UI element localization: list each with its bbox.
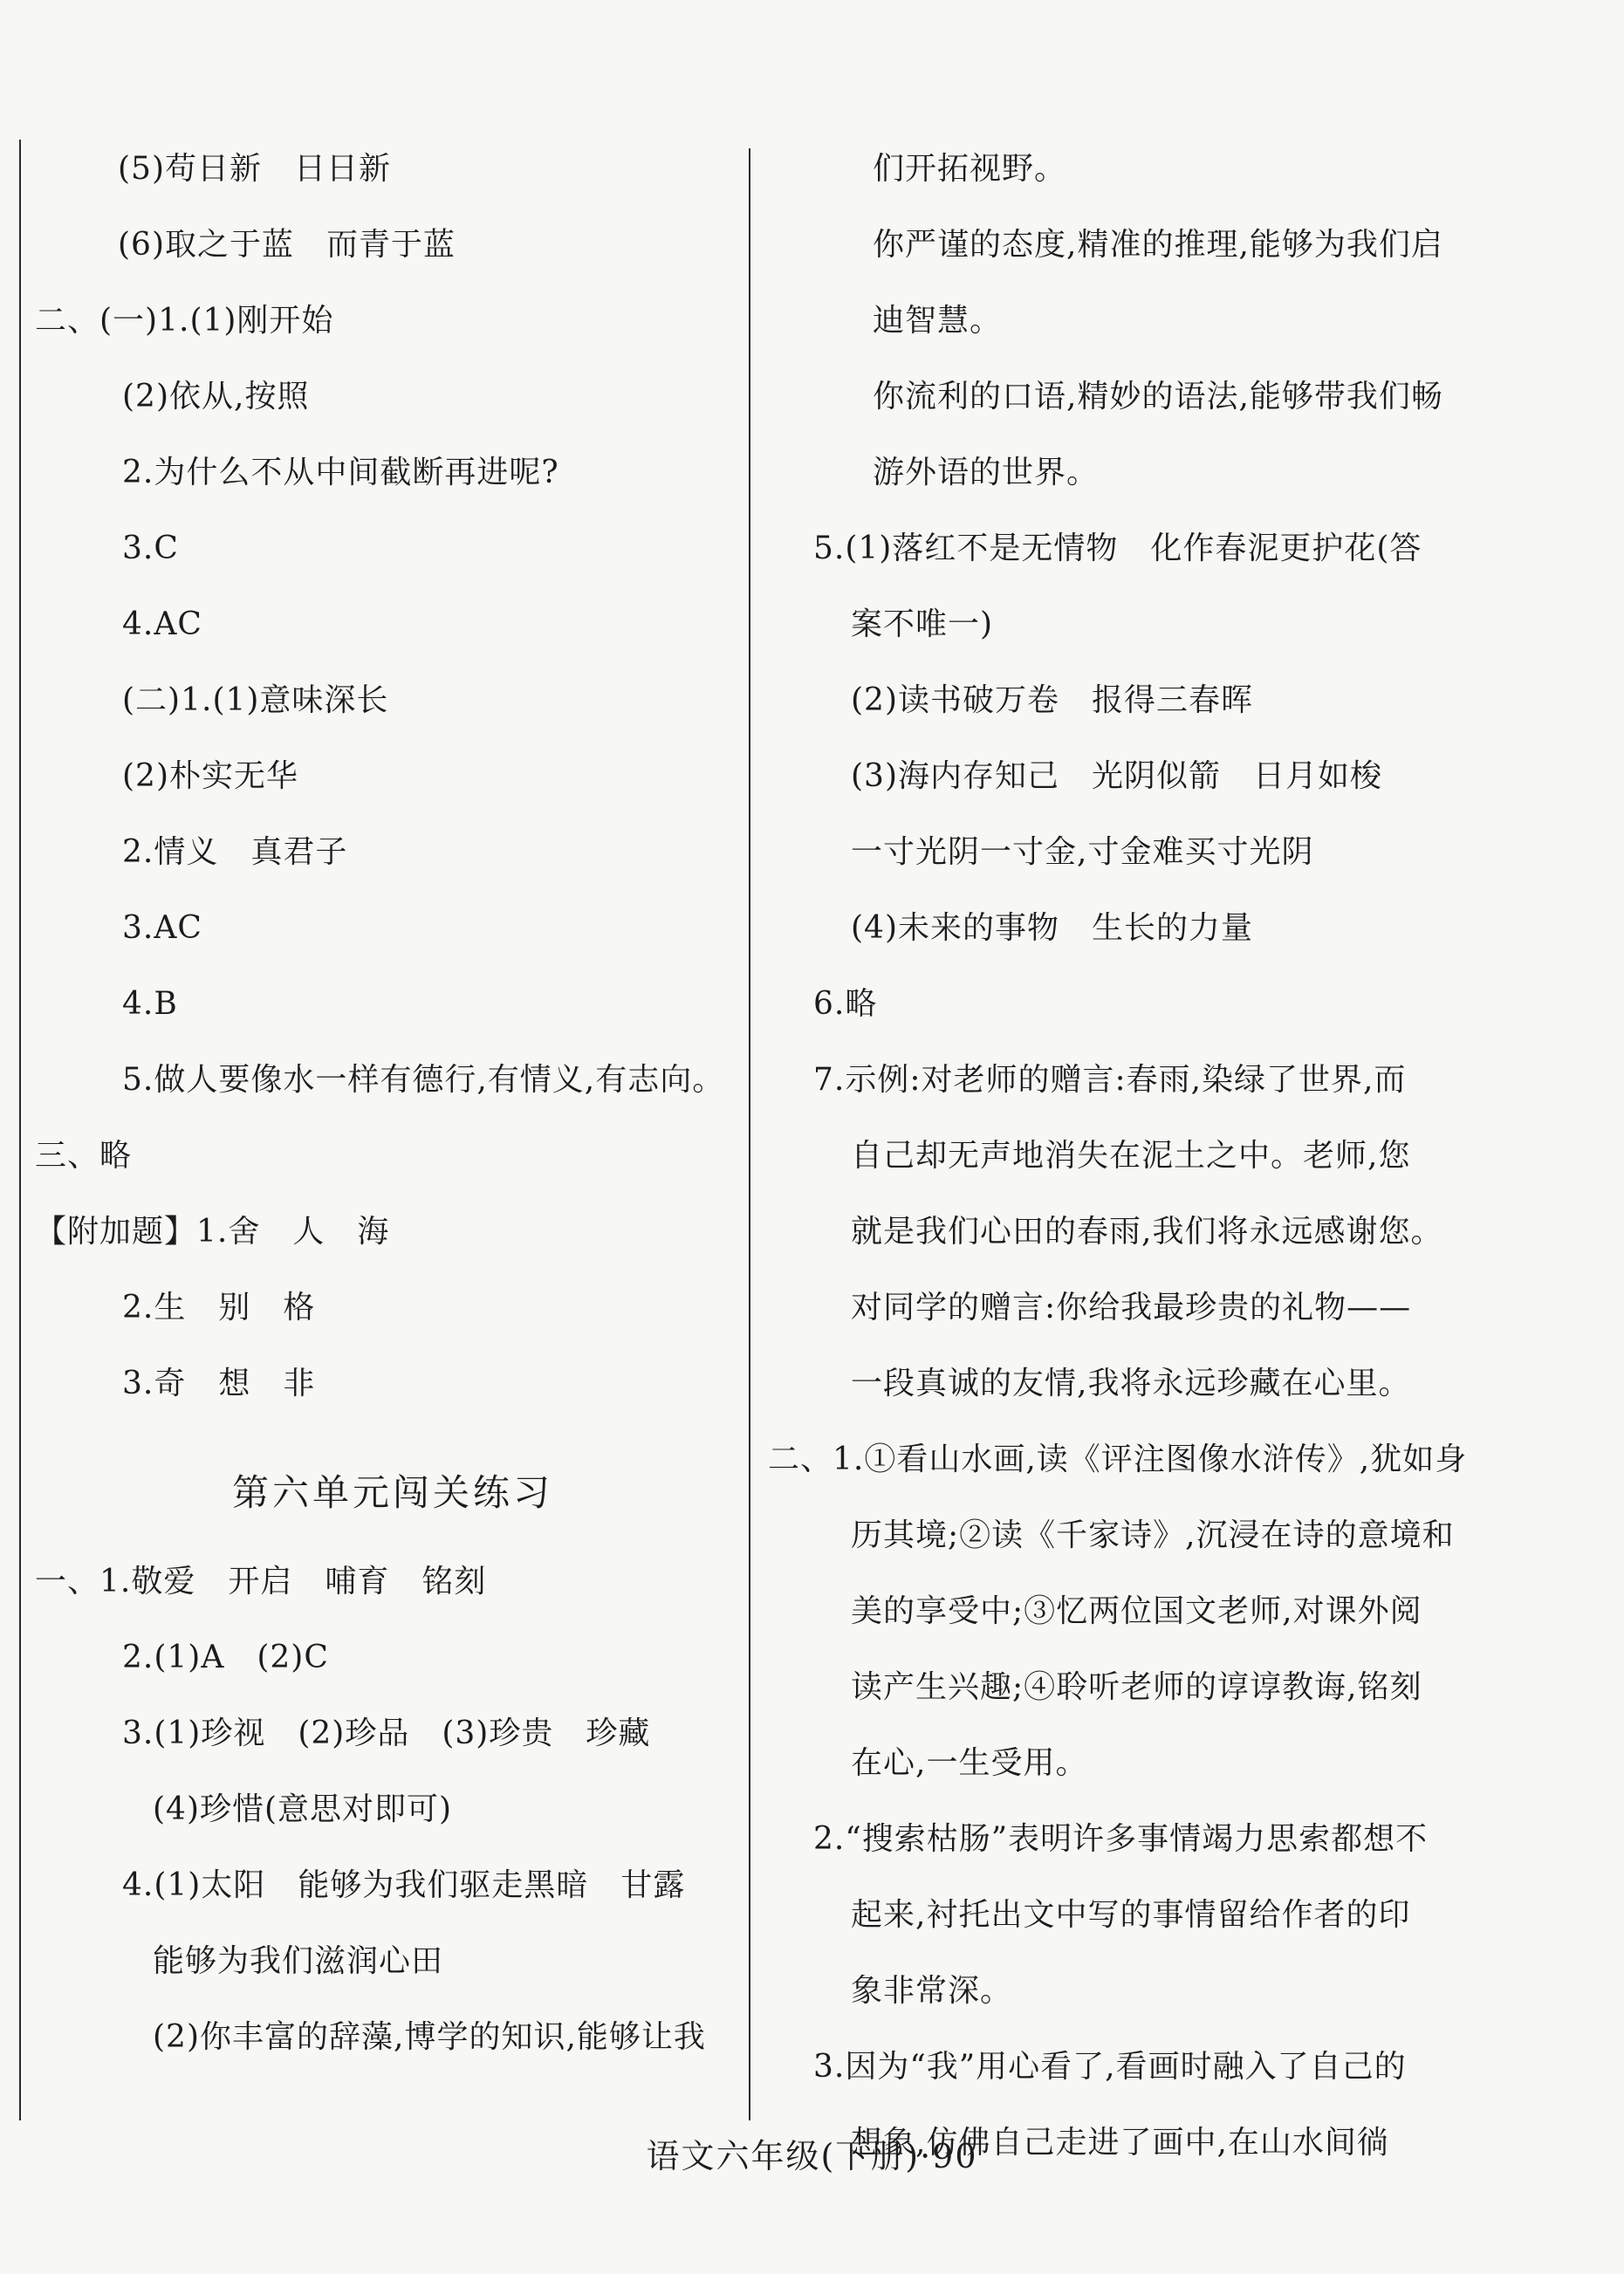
- answer-line: 象非常深。: [851, 1973, 1013, 2009]
- answer-line: (6)取之于蓝 而青于蓝: [118, 227, 456, 263]
- answer-line: 4.B: [122, 986, 178, 1022]
- answer-line: 一、1.敬爱 开启 哺育 铭刻: [35, 1564, 487, 1599]
- answer-line: 美的享受中;③忆两位国文老师,对课外阅: [851, 1593, 1422, 1629]
- answer-line: 你流利的口语,精妙的语法,能够带我们畅: [873, 379, 1443, 414]
- answer-line: 4.(1)太阳 能够为我们驱走黑暗 甘露: [122, 1867, 686, 1903]
- answer-line: 对同学的赠言:你给我最珍贵的礼物——: [851, 1290, 1412, 1325]
- answer-line: 案不唯一): [851, 606, 994, 642]
- answer-line: 【附加题】1.舍 人 海: [35, 1214, 390, 1250]
- answer-line: 历其境;②读《千家诗》,沉浸在诗的意境和: [851, 1517, 1455, 1553]
- answer-line: 3.C: [122, 531, 179, 566]
- answer-line: 想象,仿佛自己走进了画中,在山水间徜: [851, 2125, 1389, 2161]
- answer-line: 2.为什么不从中间截断再进呢?: [122, 455, 559, 490]
- left-column: [35, 141, 733, 2086]
- answer-line: 5.(1)落红不是无情物 化作春泥更护花(答: [813, 531, 1422, 566]
- answer-line: 一段真诚的友情,我将永远珍藏在心里。: [851, 1366, 1411, 1401]
- right-column: [768, 141, 1484, 2191]
- answer-line: 游外语的世界。: [873, 455, 1100, 490]
- section-title: 第六单元闯关练习: [231, 1471, 553, 1514]
- answer-line: 二、1.①看山水画,读《评注图像水浒传》,犹如身: [768, 1442, 1468, 1477]
- answer-line: 2.(1)A (2)C: [122, 1640, 329, 1675]
- answer-line: 在心,一生受用。: [851, 1745, 1088, 1781]
- answer-line: (2)朴实无华: [122, 758, 298, 794]
- answer-line: (2)你丰富的辞藻,博学的知识,能够让我: [153, 2019, 706, 2055]
- answer-line: 6.略: [813, 986, 878, 1022]
- answer-line: 2.情义 真君子: [122, 834, 348, 870]
- answer-line: 5.做人要像水一样有德行,有情义,有志向。: [122, 1062, 725, 1098]
- answer-line: (2)依从,按照: [122, 379, 310, 414]
- answer-line: 们开拓视野。: [873, 151, 1067, 187]
- answer-line: 三、略: [35, 1138, 133, 1174]
- answer-line: 自己却无声地消失在泥土之中。老师,您: [851, 1138, 1411, 1174]
- answer-line: 读产生兴趣;④聆听老师的谆谆教诲,铭刻: [851, 1669, 1422, 1705]
- answer-line: 你严谨的态度,精准的推理,能够为我们启: [873, 227, 1443, 263]
- answer-line: 3.AC: [122, 910, 202, 946]
- page-footer: 语文六年级(下册)·90: [646, 2137, 978, 2175]
- answer-line: 7.示例:对老师的赠言:春雨,染绿了世界,而: [813, 1062, 1407, 1098]
- answer-line: 2.生 别 格: [122, 1290, 316, 1325]
- answer-line: 迪智慧。: [873, 303, 1003, 339]
- answer-line: 4.AC: [122, 606, 202, 642]
- answer-line: (3)海内存知己 光阴似箭 日月如梭: [851, 758, 1382, 794]
- answer-line: 就是我们心田的春雨,我们将永远感谢您。: [851, 1214, 1443, 1250]
- answer-line: (二)1.(1)意味深长: [122, 682, 389, 718]
- answer-line: (2)读书破万卷 报得三春晖: [851, 682, 1253, 718]
- answer-line: (4)珍惜(意思对即可): [153, 1791, 453, 1827]
- answer-line: 2.“搜索枯肠”表明许多事情竭力思索都想不: [813, 1821, 1429, 1857]
- answer-line: 二、(一)1.(1)刚开始: [35, 303, 334, 339]
- answer-line: (5)苟日新 日日新: [118, 151, 391, 187]
- answer-line: 起来,衬托出文中写的事情留给作者的印: [851, 1897, 1411, 1933]
- answer-line: 3.(1)珍视 (2)珍品 (3)珍贵 珍藏: [122, 1716, 651, 1751]
- answer-line: 3.奇 想 非: [122, 1366, 316, 1401]
- column-divider: [749, 148, 750, 2120]
- answer-line: 一寸光阴一寸金,寸金难买寸光阴: [851, 834, 1314, 870]
- answer-line: 能够为我们滋润心田: [153, 1943, 444, 1979]
- answer-line: (4)未来的事物 生长的力量: [851, 910, 1253, 946]
- answer-line: 3.因为“我”用心看了,看画时融入了自己的: [813, 2049, 1407, 2085]
- left-margin-rule: [19, 140, 21, 2120]
